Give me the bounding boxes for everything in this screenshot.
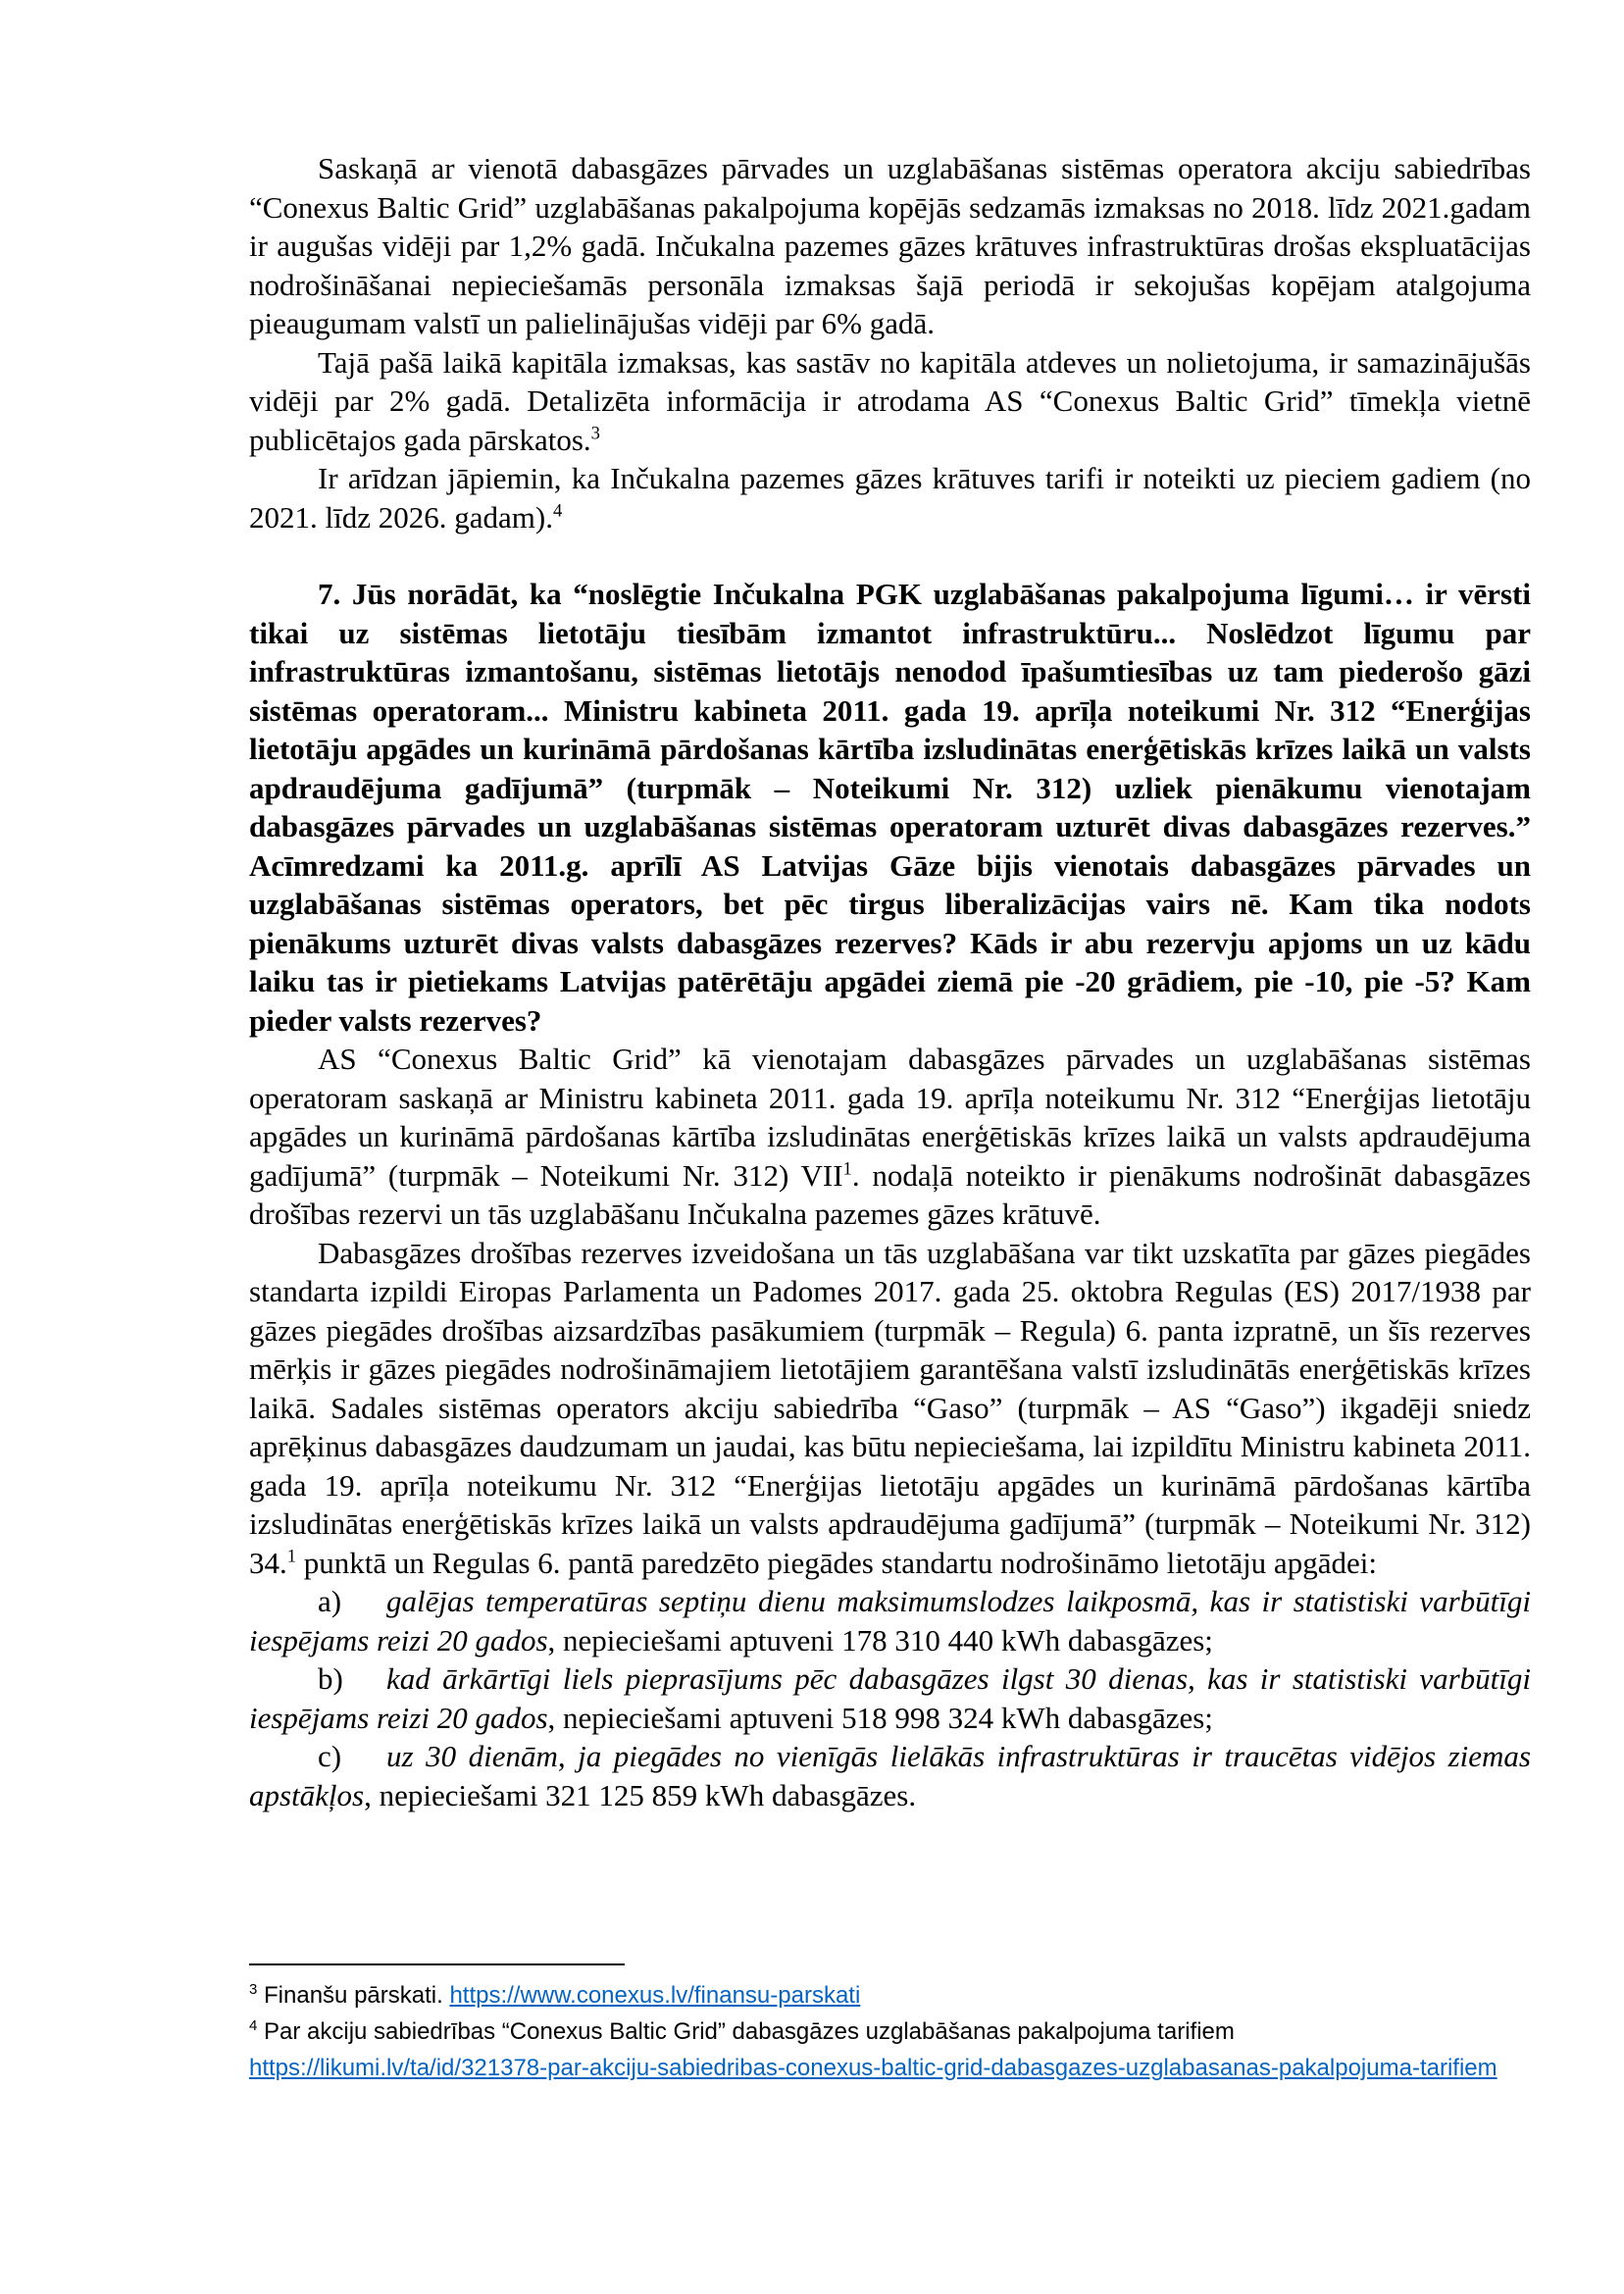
paragraph-capital-costs-text: Tajā pašā laikā kapitāla izmaksas, kas sastāv no kapitāla atdeves un nolietojuma, ir samazinājušās vidēji par 2% gadā. Detalizēta informācija ir atrodama AS “Conexus Baltic Grid” tīmekļa vietnē publicētajos gada pārskatos. xyxy=(249,344,1531,457)
footnote-ref-4[interactable]: 4 xyxy=(552,500,563,522)
list-item-emphasis: kad ārkārtīgi liels pieprasījums pēc dabasgāzes ilgst 30 dienas, kas ir statistiski varbūtīgi iespējams reizi 20 gados xyxy=(249,1661,1531,1735)
list-item-a xyxy=(249,1582,1531,1659)
footnote-number: 4 xyxy=(249,2017,258,2034)
paragraph-tariffs xyxy=(249,459,1531,536)
list-item-text: , nepieciešami 321 125 859 kWh dabasgāzes. xyxy=(364,1777,917,1812)
list-label: b) xyxy=(318,1661,343,1696)
list-label: a) xyxy=(318,1584,342,1618)
answer-2-text-b: punktā un Regulas 6. pantā paredzēto piegādes standartu nodrošināmo lietotāju apgādei: xyxy=(296,1545,1377,1580)
paragraph-capital-costs xyxy=(249,343,1531,460)
answer-1-superscript: 1 xyxy=(842,1158,852,1180)
footnotes xyxy=(249,1977,1534,2086)
list-item-emphasis: uz 30 dienām, ja piegādes no vienīgās lielākās infrastruktūras ir traucētas vidējos ziemas apstākļos xyxy=(249,1739,1531,1812)
footnote-ref-3[interactable]: 3 xyxy=(590,423,600,444)
list-label: c) xyxy=(318,1739,342,1773)
answer-paragraph-2 xyxy=(249,1234,1531,1583)
answer-1-text-b: . nodaļā noteikto ir pienākums nodrošināt dabasgāzes drošības rezervi un tās uzglabāšanu Inčukalna pazemes gāzes krātuvē. xyxy=(249,1157,1531,1231)
body-text xyxy=(249,149,1531,1814)
paragraph-costs: Saskaņā ar vienotā dabasgāzes pārvades un uzglabāšanas sistēmas operatora akciju sabiedrības “Conexus Baltic Grid” uzglabāšanas pakalpojuma kopējās sedzamās izmaksas no 2018. līdz 2021.gadam ir augušas vidēji par 1,2% gadā. Inčukalna pazemes gāzes krātuves infrastruktūras drošas ekspluatācijas nodrošināšanai nepieciešamās personāla izmaksas šajā periodā ir sekojušas kopējam atalgojuma pieaugumam valstī un palielinājušas vidēji par 6% gadā. xyxy=(249,151,1531,340)
list-item-b xyxy=(249,1659,1531,1737)
paragraph-tariffs-text: Ir arīdzan jāpiemin, ka Inčukalna pazemes gāzes krātuves tarifi ir noteikti uz pieciem gadiem (no 2021. līdz 2026. gadam). xyxy=(249,461,1531,535)
list-item-c xyxy=(249,1737,1531,1814)
answer-paragraph-1 xyxy=(249,1040,1531,1234)
question-7: 7. Jūs norādāt, ka “noslēgtie Inčukalna PGK uzglabāšanas pakalpojuma līgumi… ir vērsti tikai uz sistēmas lietotāju tiesībām izmantot infrastruktūru... Noslēdzot līgumu par infrastruktūras izmantošanu, sistēmas lietotājs nenodod īpašumtiesības uz tam piederošo gāzi sistēmas operatoram... Ministru kabineta 2011. gada 19. aprīļa noteikumi Nr. 312 “Enerģijas lietotāju apgādes un kurināmā pārdošanas kārtība izsludinātas enerģētiskās krīzes laikā un valsts apdraudējuma gadījumā” (turpmāk – Noteikumi Nr. 312) uzliek pienākumu vienotajam dabasgāzes pārvades un uzglabāšanas sistēmas operatoram uzturēt divas dabasgāzes rezerves.” Acīmredzami ka 2011.g. aprīlī AS Latvijas Gāze bijis vienotais dabasgāzes pārvades un uzglabāšanas sistēmas operators, bet pēc tirgus liberalizācijas vairs nē. Kam tika nodots pienākums uzturēt divas valsts dabasgāzes rezerves? Kāds ir abu rezervju apjoms un uz kādu laiku tas ir pietiekams Latvijas patērētāju apgādei ziemā pie -20 grādiem, pie -10, pie -5? Kam pieder valsts rezerves? xyxy=(249,577,1531,1038)
footnote-link[interactable]: https://likumi.lv/ta/id/321378-par-akciju-sabiedribas-conexus-baltic-grid-dabasgazes-uzglabasanas-pakalpojuma-tarifiem xyxy=(249,2055,1497,2081)
list-item-text: , nepieciešami aptuveni 518 998 324 kWh dabasgāzes; xyxy=(547,1700,1213,1735)
footnote-4-link-line xyxy=(249,2050,1534,2086)
footnote-separator xyxy=(249,1963,625,1965)
footnote-4 xyxy=(249,2014,1534,2050)
answer-2-superscript: 1 xyxy=(286,1546,297,1567)
list-item-emphasis: galējas temperatūras septiņu dienu maksimumslodzes laikposmā, kas ir statistiski varbūtīgi iespējams reizi 20 gados xyxy=(249,1584,1531,1657)
answer-1-text-a: AS “Conexus Baltic Grid” kā vienotajam dabasgāzes pārvades un uzglabāšanas sistēmas operatoram saskaņā ar Ministru kabineta 2011. gada 19. aprīļa noteikumu Nr. 312 “Enerģijas lietotāju apgādes un kurināmā pārdošanas kārtība izsludinātas enerģētiskās krīzes laikā un valsts apdraudējuma gadījumā” (turpmāk – Noteikumi Nr. 312) VII xyxy=(249,1042,1531,1193)
footnote-number: 3 xyxy=(249,1981,258,1998)
answer-2-text-a: Dabasgāzes drošības rezerves izveidošana un tās uzglabāšana var tikt uzskatīta par gāzes piegādes standarta izpildi Eiropas Parlamenta un Padomes 2017. gada 25. oktobra Regulas (ES) 2017/1938 par gāzes piegādes drošības aizsardzības pasākumiem (turpmāk – Regula) 6. panta izpratnē, un šīs rezerves mērķis ir gāzes piegādes nodrošināmajiem lietotājiem garantēšana valstī izsludinātās enerģētiskās krīzes laikā. Sadales sistēmas operators akciju sabiedrība “Gaso” (turpmāk – AS “Gaso”) ikgadēji sniedz aprēķinus dabasgāzes daudzumam un jaudai, kas būtu nepieciešama, lai izpildītu Ministru kabineta 2011. gada 19. aprīļa noteikumu Nr. 312 “Enerģijas lietotāju apgādes un kurināmā pārdošanas kārtība izsludinātas enerģētiskās krīzes laikā un valsts apdraudējuma gadījumā” (turpmāk – Noteikumi Nr. 312) 34. xyxy=(249,1235,1531,1580)
spacer xyxy=(249,536,1531,575)
footnote-text: Par akciju sabiedrības “Conexus Baltic Grid” dabasgāzes uzglabāšanas pakalpojuma tarifiem xyxy=(264,2018,1235,2045)
list-item-text: , nepieciešami aptuveni 178 310 440 kWh dabasgāzes; xyxy=(547,1622,1213,1657)
footnote-text: Finanšu pārskati. xyxy=(264,1982,450,2009)
footnote-3 xyxy=(249,1977,1534,2014)
footnote-link[interactable]: https://www.conexus.lv/finansu-parskati xyxy=(449,1982,861,2009)
